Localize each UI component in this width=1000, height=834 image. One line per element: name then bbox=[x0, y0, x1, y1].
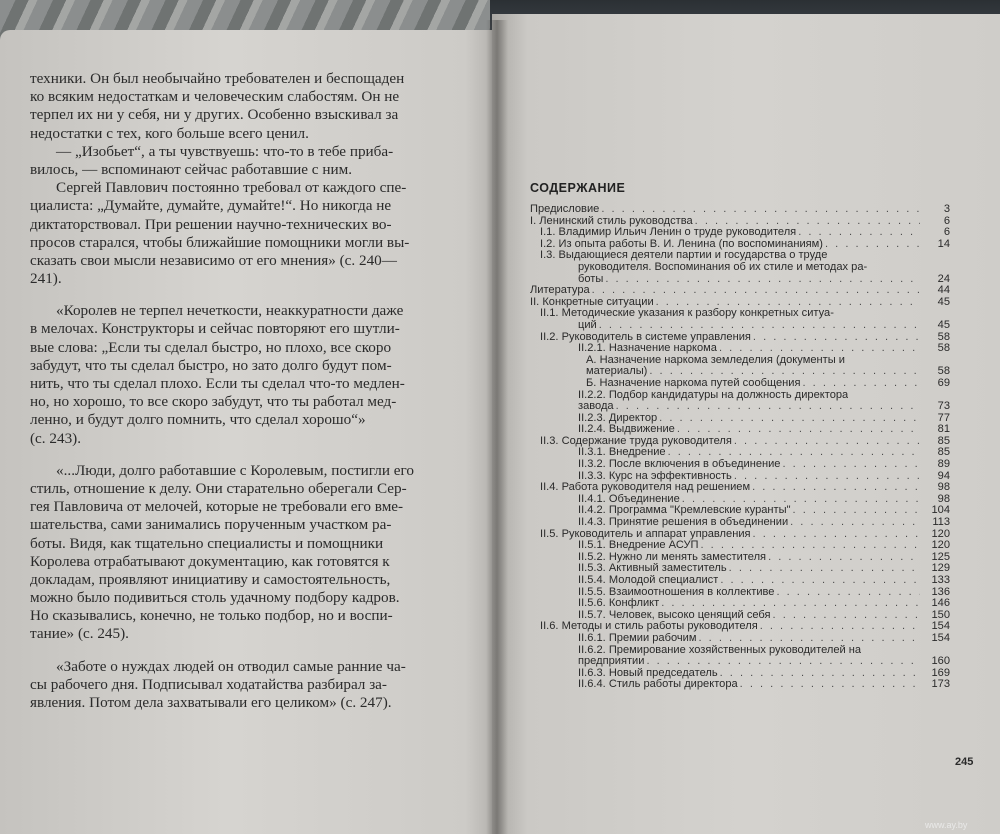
toc-leader-dots bbox=[758, 621, 920, 633]
toc-entry-title: руководителя. Воспоминания об их стиле и методах ра- bbox=[578, 261, 868, 273]
toc-entry-title: II.6.3. Новый председатель bbox=[578, 667, 718, 679]
text-line: ко всяким недостаткам и человеческим слабостям. Он не bbox=[30, 88, 400, 106]
toc-entry bbox=[530, 262, 950, 274]
toc-entry bbox=[530, 656, 950, 668]
toc-entry bbox=[530, 343, 950, 355]
toc-entry-page: 24 bbox=[937, 272, 950, 285]
toc-leader-dots bbox=[717, 343, 920, 355]
text-line: нить, что ты сделал плохо. Если ты сделал что-то медлен- bbox=[30, 375, 405, 392]
toc-entry-title: II.6.2. Премирование хозяйственных руководителей на bbox=[578, 644, 862, 656]
toc-entry-title: II.3.2. После включения в объединение bbox=[578, 459, 781, 471]
toc-entry bbox=[530, 436, 950, 448]
text-line: «Заботе о нуждах людей он отводил самые ранние ча- bbox=[56, 657, 406, 675]
text-line: вилось, — вспоминают сейчас работавшие с ним. bbox=[30, 160, 353, 178]
text-line: стиль, отношение к делу. Они старательно оберегали Сер- bbox=[30, 479, 407, 497]
toc-entry-page: 120 bbox=[931, 539, 950, 552]
toc-entry-page: 150 bbox=[931, 608, 950, 621]
toc-entry bbox=[530, 621, 950, 633]
toc-entry bbox=[530, 517, 950, 529]
toc-entry-page: 129 bbox=[931, 562, 950, 575]
toc-entry-title: II.4.1. Объединение bbox=[578, 493, 680, 505]
toc-leader-dots bbox=[732, 436, 920, 448]
toc-entry bbox=[530, 587, 950, 599]
toc-entry-page: 154 bbox=[931, 631, 950, 644]
toc-leader-dots bbox=[597, 320, 920, 332]
toc-entry-title: II. Конкретные ситуации bbox=[530, 296, 654, 308]
toc-entry bbox=[530, 285, 950, 297]
toc-entry bbox=[530, 471, 950, 483]
toc-entry bbox=[530, 390, 950, 402]
table-of-contents bbox=[530, 204, 950, 691]
toc-leader-dots bbox=[590, 285, 920, 297]
toc-leader-dots bbox=[788, 517, 920, 529]
toc-entry-title: II.4. Работа руководителя над решением bbox=[540, 482, 751, 494]
text-line: циалиста: „Думайте, думайте, думайте!“. Но никогда не bbox=[30, 197, 392, 215]
toc-entry bbox=[530, 598, 950, 610]
toc-entry bbox=[530, 355, 950, 367]
toc-entry bbox=[530, 668, 950, 680]
toc-entry-title: II.6. Методы и стиль работы руководителя bbox=[540, 621, 758, 633]
toc-entry bbox=[530, 610, 950, 622]
toc-entry bbox=[530, 447, 950, 459]
toc-entry bbox=[530, 459, 950, 471]
toc-entry-page: 58 bbox=[937, 365, 950, 378]
toc-leader-dots bbox=[751, 332, 920, 344]
toc-entry bbox=[530, 216, 950, 228]
text-line: боты. Видя, как тщательно специалисты и помощники bbox=[30, 534, 384, 552]
toc-entry-title: II.5.1. Внедрение АСУП bbox=[578, 540, 699, 552]
toc-leader-dots bbox=[774, 587, 920, 599]
toc-entry bbox=[530, 366, 950, 378]
toc-entry-page: 6 bbox=[943, 214, 950, 227]
toc-entry-page: 58 bbox=[937, 342, 950, 355]
toc-entry bbox=[530, 378, 950, 390]
toc-entry bbox=[530, 494, 950, 506]
toc-entry-page: 89 bbox=[937, 458, 950, 471]
text-line: забудут, что ты сделал быстро, но зато долго будут пом- bbox=[30, 356, 392, 374]
toc-entry-page: 73 bbox=[937, 400, 950, 413]
toc-entry bbox=[530, 204, 950, 216]
text-line: Королева отрабатывают документацию, как готовятся к bbox=[30, 552, 390, 570]
toc-leader-dots bbox=[751, 529, 920, 541]
toc-entry-page: 113 bbox=[932, 516, 950, 529]
toc-entry-title: II.5.6. Конфликт bbox=[578, 598, 660, 610]
toc-leader-dots bbox=[603, 274, 920, 286]
toc-entry bbox=[530, 575, 950, 587]
contents-title: СОДЕРЖАНИЕ bbox=[530, 181, 626, 195]
toc-entry-title: завода bbox=[578, 401, 614, 413]
toc-entry-page: 69 bbox=[937, 376, 950, 389]
toc-entry bbox=[530, 633, 950, 645]
toc-leader-dots bbox=[666, 447, 920, 459]
toc-leader-dots bbox=[732, 471, 920, 483]
toc-leader-dots bbox=[801, 378, 921, 390]
toc-entry-title: I.3. Выдающиеся деятели партии и государства о труде bbox=[540, 250, 828, 262]
text-line: но, но хорошо, то все скоро забудут, что ты работал мед- bbox=[30, 393, 397, 411]
toc-entry-title: II.1. Методические указания к разбору конкретных ситуа- bbox=[540, 308, 834, 320]
toc-entry-title: II.4.2. Программа "Кремлевские куранты" bbox=[578, 505, 791, 517]
toc-entry bbox=[530, 308, 950, 320]
toc-leader-dots bbox=[680, 494, 920, 506]
toc-entry-page: 94 bbox=[937, 469, 950, 482]
toc-entry-title: II.5.5. Взаимоотношения в коллективе bbox=[578, 586, 775, 598]
toc-entry-page: 81 bbox=[937, 423, 950, 436]
toc-leader-dots bbox=[796, 227, 920, 239]
toc-entry bbox=[530, 320, 950, 332]
toc-leader-dots bbox=[599, 204, 920, 216]
toc-entry-title: II.2.3. Директор bbox=[578, 412, 658, 424]
text-line: недостатки с тех, кого больше всего ценил. bbox=[30, 124, 309, 142]
text-line: шательства, сами занимались порученным участком ра- bbox=[30, 516, 392, 534]
toc-entry-title: II.6.1. Премии рабочим bbox=[578, 632, 697, 644]
toc-entry bbox=[530, 424, 950, 436]
toc-entry bbox=[530, 274, 950, 286]
toc-entry-page: 45 bbox=[937, 295, 950, 308]
text-line: «Королев не терпел нечеткости, неаккуратности даже bbox=[56, 302, 404, 320]
text-line: 241). bbox=[30, 270, 62, 288]
text-line: диктаторствовал. При решении научно-технических во- bbox=[30, 215, 392, 233]
text-line: техники. Он был необычайно требователен и беспощаден bbox=[30, 70, 405, 87]
toc-entry-title: предприятии bbox=[578, 656, 645, 668]
toc-entry-title: Б. Назначение наркома путей сообщения bbox=[586, 377, 801, 389]
toc-leader-dots bbox=[823, 239, 920, 251]
toc-entry-page: 85 bbox=[937, 434, 950, 447]
toc-entry-page: 133 bbox=[931, 574, 950, 586]
toc-entry-title: II.2.4. Выдвижение bbox=[578, 424, 675, 436]
toc-entry-page: 6 bbox=[943, 226, 950, 239]
toc-leader-dots bbox=[693, 216, 920, 228]
toc-entry-page: 146 bbox=[931, 597, 950, 610]
toc-entry-title: боты bbox=[578, 273, 604, 285]
toc-entry bbox=[530, 413, 950, 425]
toc-leader-dots bbox=[647, 366, 920, 378]
toc-entry-page: 77 bbox=[937, 411, 950, 424]
toc-entry bbox=[530, 482, 950, 494]
toc-leader-dots bbox=[699, 540, 921, 552]
toc-entry bbox=[530, 227, 950, 239]
toc-entry bbox=[530, 297, 950, 309]
toc-leader-dots bbox=[718, 668, 920, 680]
toc-entry-page: 136 bbox=[931, 585, 950, 598]
text-line: Сергей Павлович постоянно требовал от каждого спе- bbox=[56, 179, 407, 197]
text-line: просов старался, чтобы ближайшие помощники могли вы- bbox=[30, 233, 410, 251]
toc-leader-dots bbox=[738, 679, 920, 691]
text-line: — „Изобьет“, а ты чувствуешь: что-то в тебе приба- bbox=[56, 142, 394, 160]
toc-entry-title: II.2.1. Назначение наркома bbox=[578, 343, 717, 355]
toc-entry-page: 160 bbox=[931, 655, 950, 668]
toc-entry-page: 104 bbox=[931, 504, 950, 517]
watermark: www.ay.by bbox=[925, 820, 968, 830]
toc-entry bbox=[530, 540, 950, 552]
text-line: сы рабочего дня. Подписывал ходатайства разбирал за- bbox=[30, 675, 387, 693]
toc-entry-title: II.5.4. Молодой специалист bbox=[578, 575, 719, 586]
page-number: 245 bbox=[955, 756, 974, 768]
toc-entry-title: II.3. Содержание труда руководителя bbox=[540, 435, 732, 447]
toc-entry-title: Литература bbox=[530, 285, 590, 297]
text-line: тание» (с. 245). bbox=[30, 625, 129, 643]
toc-leader-dots bbox=[718, 575, 920, 587]
text-line: ленно, и будут долго помнить, что сделал хорошо“» bbox=[30, 411, 366, 429]
toc-entry-title: Предисловие bbox=[530, 204, 600, 215]
toc-entry-title: II.4.3. Принятие решения в объединении bbox=[578, 517, 789, 529]
toc-leader-dots bbox=[654, 297, 920, 309]
toc-entry-title: ций bbox=[578, 319, 597, 331]
toc-entry-title: А. Назначение наркома земледелия (документы и bbox=[586, 354, 845, 366]
text-line: сказать свои мысли независимо от его мнения» (с. 240— bbox=[30, 251, 397, 269]
paragraph-gap bbox=[30, 288, 470, 302]
toc-entry-page: 44 bbox=[937, 284, 950, 297]
toc-leader-dots bbox=[766, 552, 920, 564]
text-line: вые слова: „Если ты сделал быстро, но плохо, все скоро bbox=[30, 338, 392, 356]
toc-entry-title: II.2.2. Подбор кандидатуры на должность директора bbox=[578, 389, 849, 401]
paragraph-gap bbox=[30, 644, 470, 658]
toc-entry-title: II.2. Руководитель в системе управления bbox=[540, 331, 751, 343]
toc-entry-page: 98 bbox=[937, 481, 950, 494]
text-line: докладам, проявляют инициативу и самостоятельность, bbox=[30, 570, 391, 588]
toc-entry-title: I. Ленинский стиль руководства bbox=[530, 215, 693, 227]
toc-entry-page: 169 bbox=[931, 666, 950, 679]
toc-entry-page: 45 bbox=[937, 318, 950, 331]
toc-leader-dots bbox=[696, 633, 920, 645]
toc-leader-dots bbox=[771, 610, 920, 622]
toc-entry-page: 125 bbox=[931, 550, 950, 563]
toc-entry bbox=[530, 401, 950, 413]
toc-leader-dots bbox=[614, 401, 920, 413]
text-line: «...Люди, долго работавшие с Королевым, постигли его bbox=[56, 461, 414, 479]
left-page-text bbox=[30, 70, 470, 712]
toc-entry-page: 98 bbox=[937, 492, 950, 505]
toc-entry-title: II.3.3. Курс на эффективность bbox=[578, 470, 732, 482]
text-line: (с. 243). bbox=[30, 429, 82, 447]
text-line: можно было подивиться столь удачному подбору кадров. bbox=[30, 589, 400, 607]
toc-leader-dots bbox=[659, 598, 920, 610]
toc-entry-page: 58 bbox=[937, 330, 950, 343]
toc-entry-title: I.2. Из опыта работы В. И. Ленина (по воспоминаниям) bbox=[540, 238, 823, 250]
toc-entry-title: II.5.2. Нужно ли менять заместителя bbox=[578, 551, 767, 563]
toc-entry bbox=[530, 239, 950, 251]
toc-entry bbox=[530, 250, 950, 262]
toc-leader-dots bbox=[644, 656, 920, 668]
toc-entry-page: 173 bbox=[931, 678, 950, 691]
text-line: Но сказывались, конечно, не только подбор, но и воспи- bbox=[30, 607, 393, 625]
toc-entry bbox=[530, 645, 950, 657]
toc-entry-page: 85 bbox=[937, 446, 950, 459]
paragraph-gap bbox=[30, 448, 470, 462]
toc-entry bbox=[530, 552, 950, 564]
text-line: в мелочах. Конструкторы и сейчас повторяют его шутли- bbox=[30, 320, 400, 338]
toc-entry bbox=[530, 505, 950, 517]
toc-entry bbox=[530, 332, 950, 344]
toc-entry-title: I.1. Владимир Ильич Ленин о труде руководителя bbox=[540, 227, 797, 239]
toc-leader-dots bbox=[675, 424, 920, 436]
text-line: гея Павловича от мелочей, которые не требовали его вме- bbox=[30, 498, 404, 516]
toc-entry-title: материалы) bbox=[586, 366, 648, 378]
toc-leader-dots bbox=[791, 505, 920, 517]
toc-entry-page: 154 bbox=[931, 620, 950, 633]
toc-leader-dots bbox=[657, 413, 920, 425]
toc-entry-title: II.6.4. Стиль работы директора bbox=[578, 679, 738, 691]
toc-entry-title: II.5.7. Человек, высоко ценящий себя bbox=[578, 609, 771, 621]
text-line: явления. Потом дела захватывали его целиком» (с. 247). bbox=[30, 694, 392, 711]
toc-entry-page: 120 bbox=[931, 527, 950, 540]
toc-entry-title: II.3.1. Внедрение bbox=[578, 447, 666, 459]
toc-leader-dots bbox=[727, 563, 920, 575]
toc-entry-title: II.5. Руководитель и аппарат управления bbox=[540, 528, 751, 540]
text-line: терпел их ни у себя, ни у других. Особенно взыскивал за bbox=[30, 106, 399, 124]
toc-entry-page: 14 bbox=[937, 237, 950, 250]
book-gutter bbox=[486, 20, 508, 834]
toc-entry bbox=[530, 529, 950, 541]
toc-entry-title: II.5.3. Активный заместитель bbox=[578, 563, 727, 575]
toc-entry bbox=[530, 563, 950, 575]
toc-leader-dots bbox=[750, 482, 920, 494]
toc-entry bbox=[530, 679, 950, 691]
toc-entry-page: 3 bbox=[943, 203, 950, 215]
toc-leader-dots bbox=[780, 459, 920, 471]
